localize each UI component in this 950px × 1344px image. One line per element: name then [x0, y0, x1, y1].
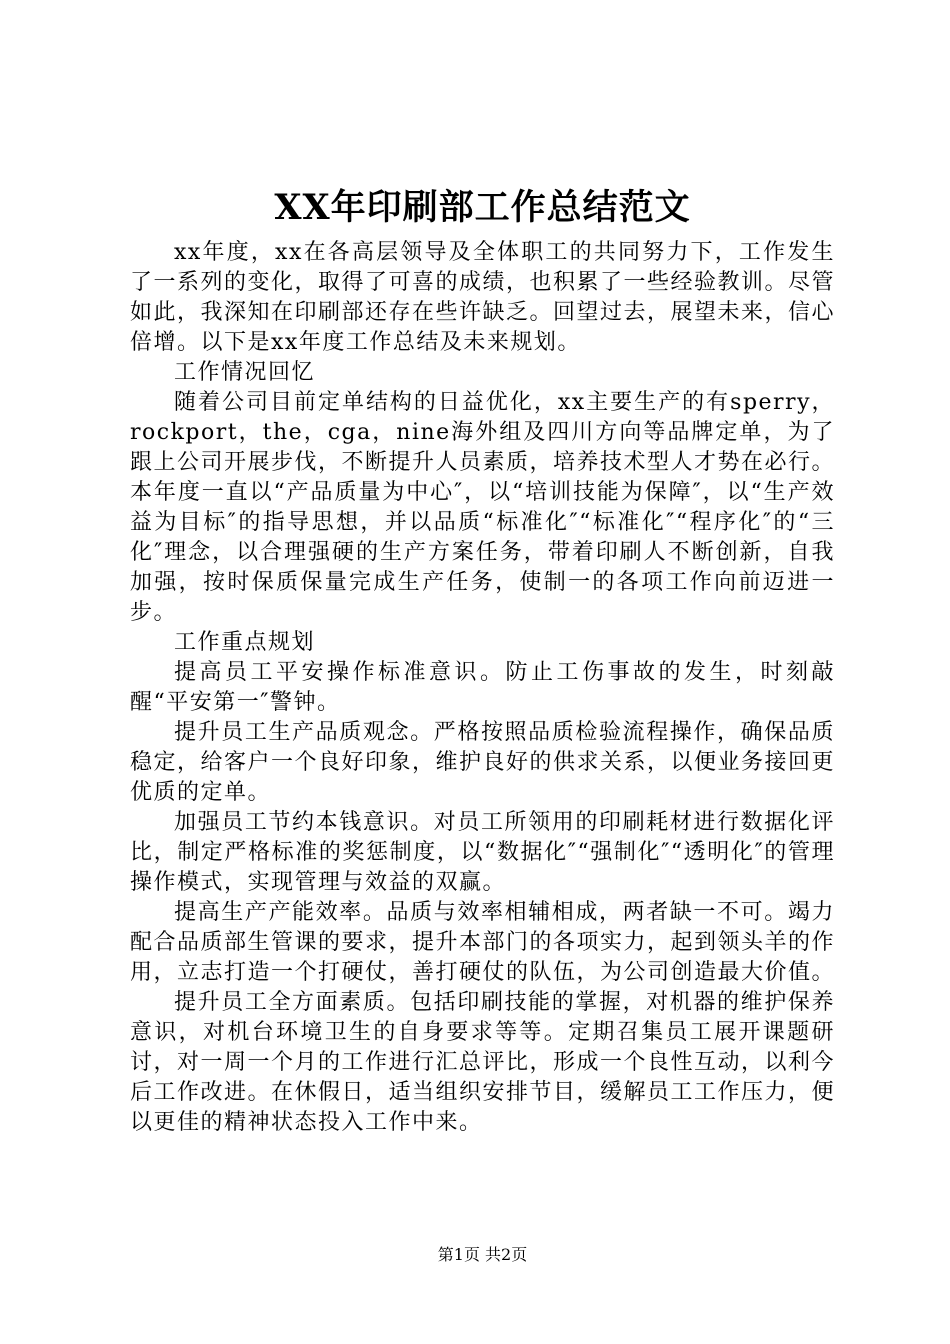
paragraph-review: 随着公司目前定单结构的日益优化，xx主要生产的有sperry，rockport，the，cga，nine海外组及四川方向等品牌定单，为了跟上公司开展步伐，不断提升人员素质，培养技术型人才势在必行。本年度一直以“产品质量为中心″，以“培训技能为保障″，以“生产效益为目标″的指导思想，并以品质“标准化″“标准化″“程序化″的“三化″理念，以合理强硬的生产方案任务，带着印刷人不断创新，自我加强，按时保质保量完成生产任务，使制一的各项工作向前迈进一步。 [130, 390, 836, 625]
paragraph-intro: xx年度，xx在各高层领导及全体职工的共同努力下，工作发生了一系列的变化，取得了可喜的成绩，也积累了一些经验教训。尽管如此，我深知在印刷部还存在些许缺乏。回望过去，展望未来，信心倍增。以下是xx年度工作总结及未来规划。 [130, 240, 836, 355]
section-heading-review: 工作情况回忆 [174, 360, 316, 385]
document-page [130, 0, 835, 1344]
paragraph-cost: 加强员工节约本钱意识。对员工所领用的印刷耗材进行数据化评比，制定严格标准的奖惩制度，以“数据化″“强制化″“透明化″的管理操作模式，实现管理与效益的双赢。 [130, 810, 835, 895]
paragraph-safety: 提高员工平安操作标准意识。防止工伤事故的发生，时刻敲醒“平安第一″警钟。 [130, 660, 835, 715]
document-title: XX年印刷部工作总结范文 [274, 187, 691, 228]
section-heading-plan: 工作重点规划 [174, 630, 316, 655]
page-number-footer: 第1页 共2页 [437, 1245, 528, 1264]
paragraph-quality: 提升员工生产品质观念。严格按照品质检验流程操作，确保品质稳定，给客户一个良好印象，维护良好的供求关系，以便业务接回更优质的定单。 [130, 720, 836, 805]
document-body [130, 238, 835, 1138]
paragraph-quality-staff: 提升员工全方面素质。包括印刷技能的掌握，对机器的维护保养意识，对机台环境卫生的自身要求等等。定期召集员工展开课题研讨，对一周一个月的工作进行汇总评比，形成一个良性互动，以利今后工作改进。在休假日，适当组织安排节目，缓解员工工作压力，便以更佳的精神状态投入工作中来。 [130, 990, 836, 1135]
paragraph-efficiency: 提高生产产能效率。品质与效率相辅相成，两者缺一不可。竭力配合品质部生管课的要求，提升本部门的各项实力，起到领头羊的作用，立志打造一个打硬仗，善打硬仗的队伍，为公司创造最大价值。 [130, 900, 836, 985]
